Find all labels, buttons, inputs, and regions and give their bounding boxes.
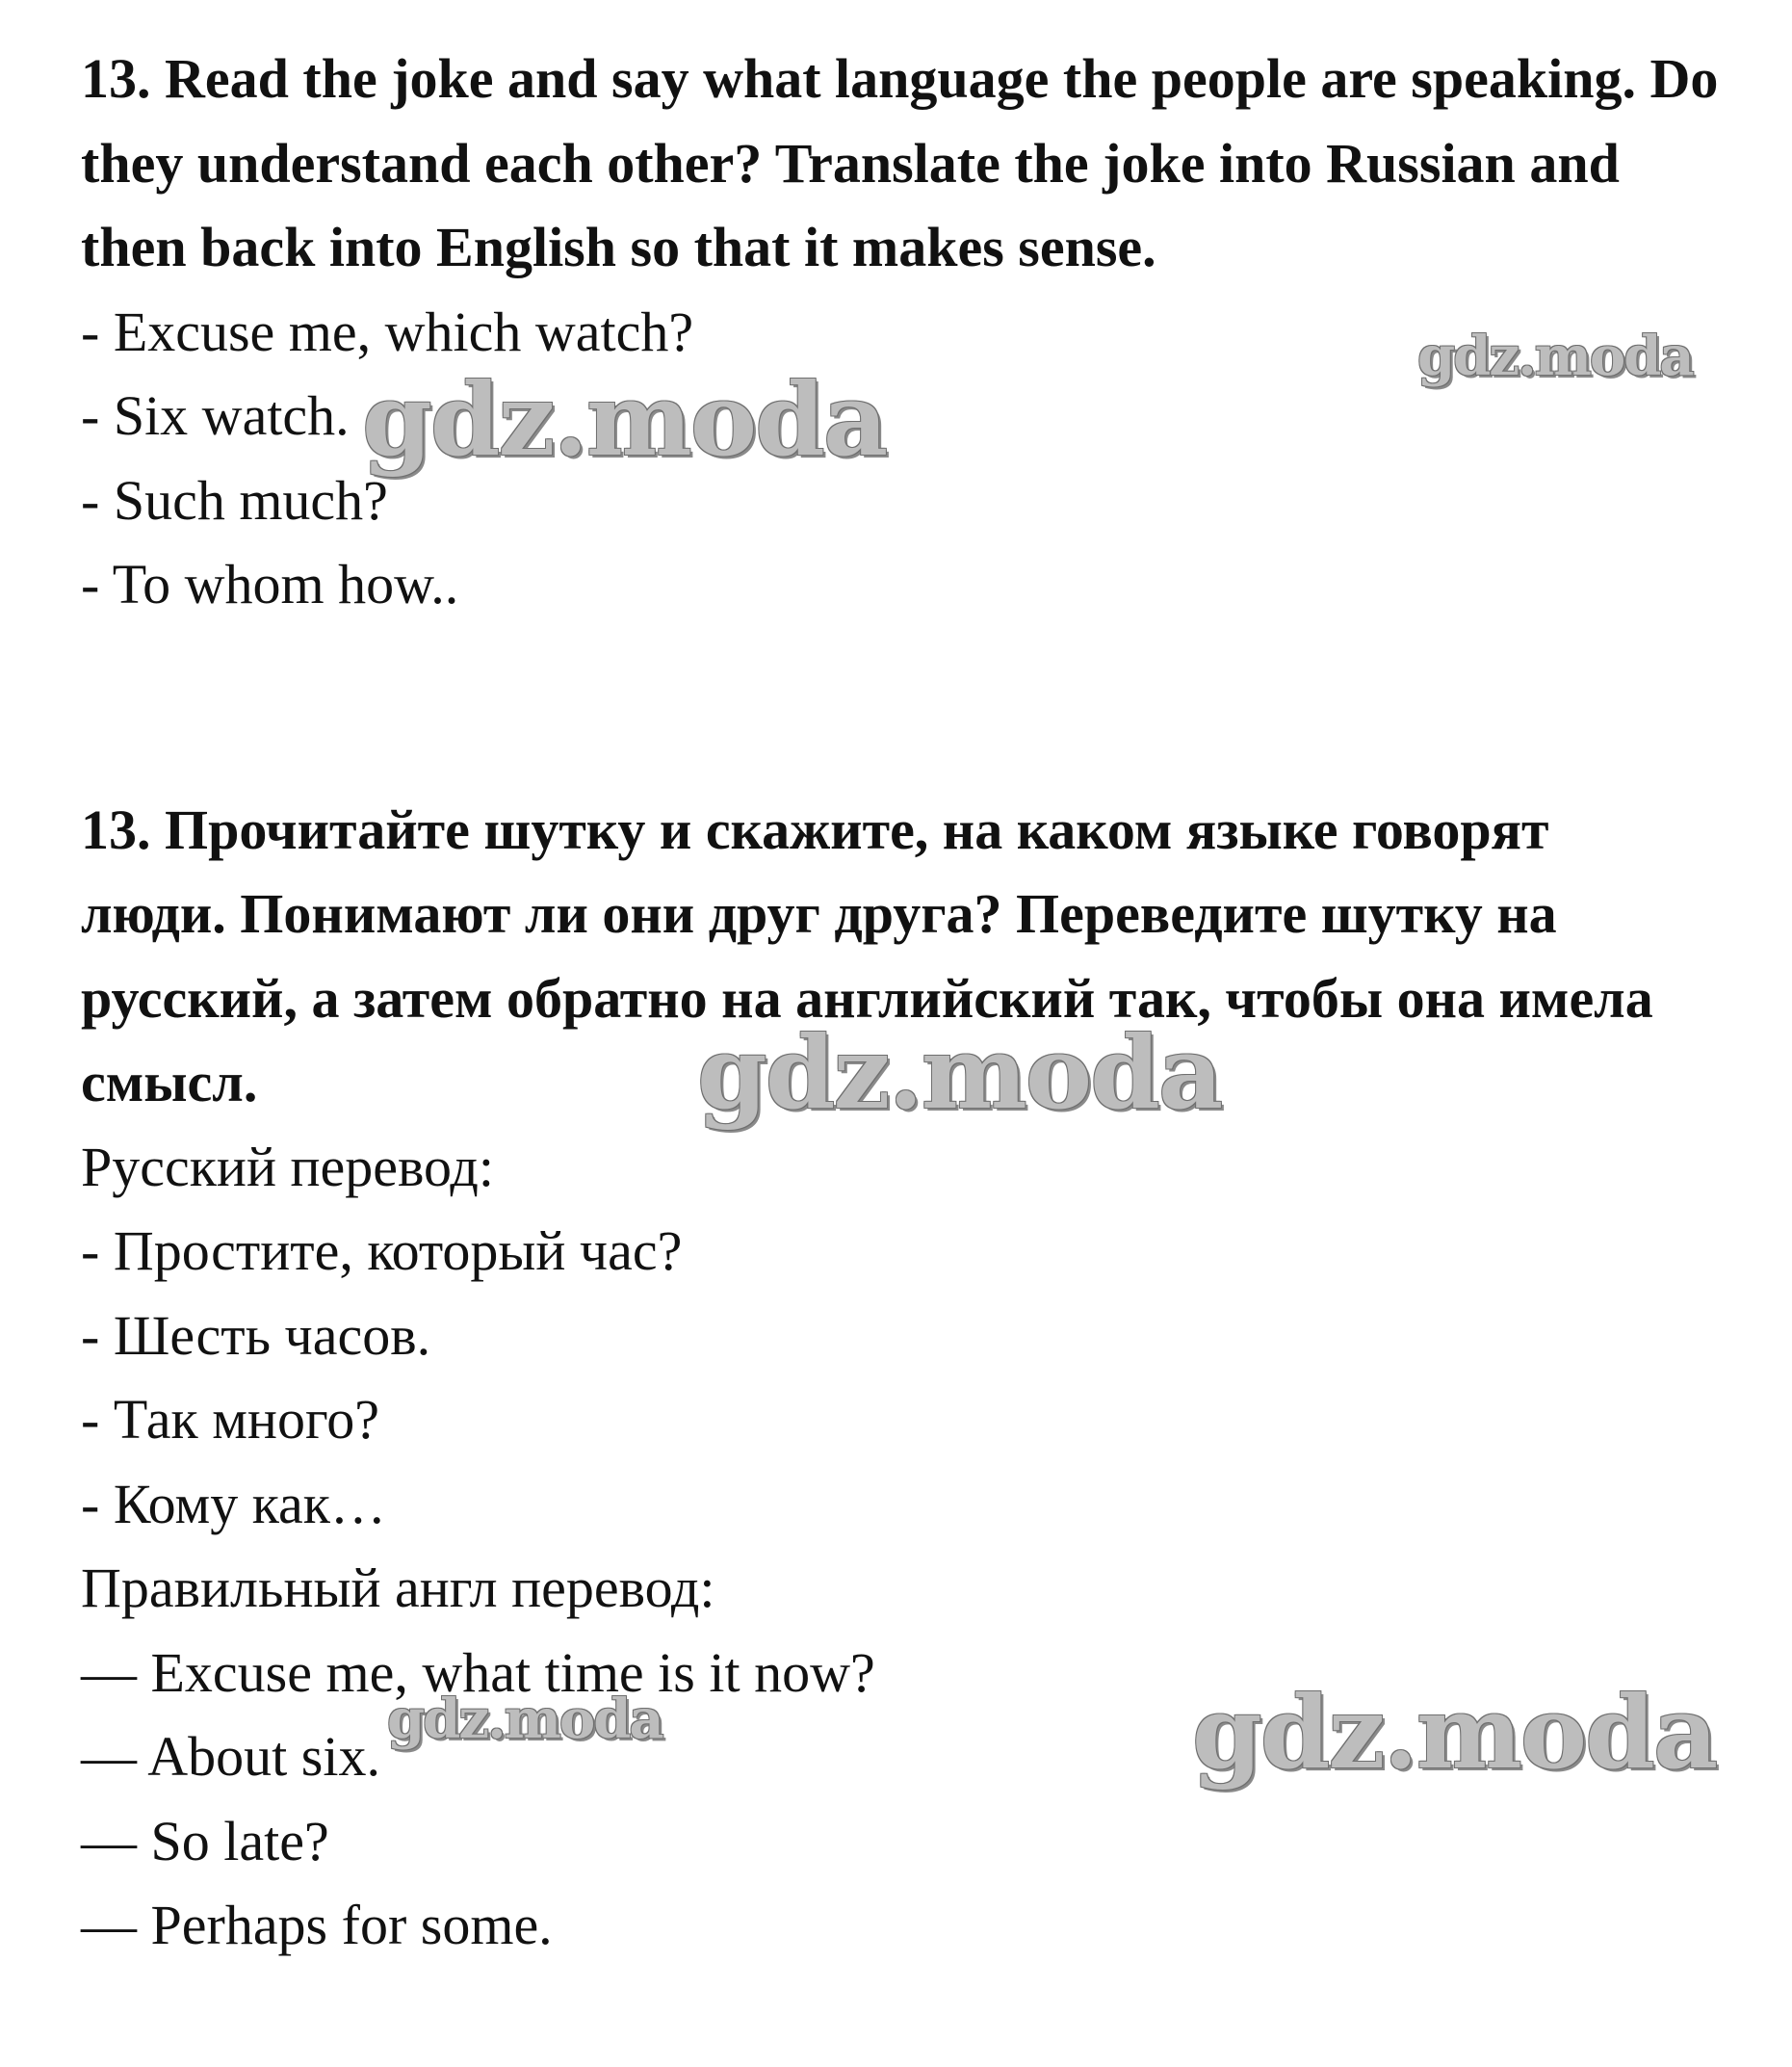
correct-english-line-3: — So late?	[81, 1810, 329, 1872]
watermark: gdz.moda	[1417, 325, 1693, 388]
watermark: gdz.moda	[387, 1688, 662, 1751]
russian-translation-label: Русский перевод:	[81, 1136, 494, 1198]
english-heading-line-2: they understand each other? Translate the joke into Russian and	[81, 132, 1620, 195]
russian-dialogue-line-2: - Шесть часов.	[81, 1304, 431, 1367]
correct-english-line-1: — Excuse me, what time is it now?	[81, 1641, 875, 1704]
russian-dialogue-line-3: - Так много?	[81, 1388, 380, 1451]
english-dialogue-line-2: - Six watch.	[81, 384, 350, 447]
english-dialogue-line-4: - To whom how..	[81, 553, 459, 615]
english-heading-line-3: then back into English so that it makes sense.	[81, 216, 1156, 278]
russian-dialogue-line-4: - Кому как…	[81, 1473, 386, 1535]
correct-english-line-2: — About six.	[81, 1725, 380, 1788]
english-heading-line-1: 13. Read the joke and say what language the people are speaking. Do	[81, 47, 1719, 110]
english-dialogue-line-1: - Excuse me, which watch?	[81, 301, 694, 363]
russian-heading-line-4: смысл.	[81, 1051, 258, 1113]
russian-heading-line-3: русский, а затем обратно на английский так, чтобы она имела	[81, 967, 1653, 1030]
russian-heading-line-2: люди. Понимают ли они друг друга? Переведите шутку на	[81, 882, 1557, 945]
english-translation-label: Правильный англ перевод:	[81, 1557, 715, 1619]
russian-dialogue-line-1: - Простите, который час?	[81, 1219, 683, 1282]
english-dialogue-line-3: - Such much?	[81, 469, 388, 532]
russian-heading-line-1: 13. Прочитайте шутку и скажите, на каком языке говорят	[81, 798, 1549, 861]
watermark: gdz.moda	[1192, 1673, 1717, 1792]
watermark: gdz.moda	[697, 1013, 1222, 1132]
correct-english-line-4: — Perhaps for some.	[81, 1894, 553, 1956]
watermark: gdz.moda	[362, 360, 887, 479]
